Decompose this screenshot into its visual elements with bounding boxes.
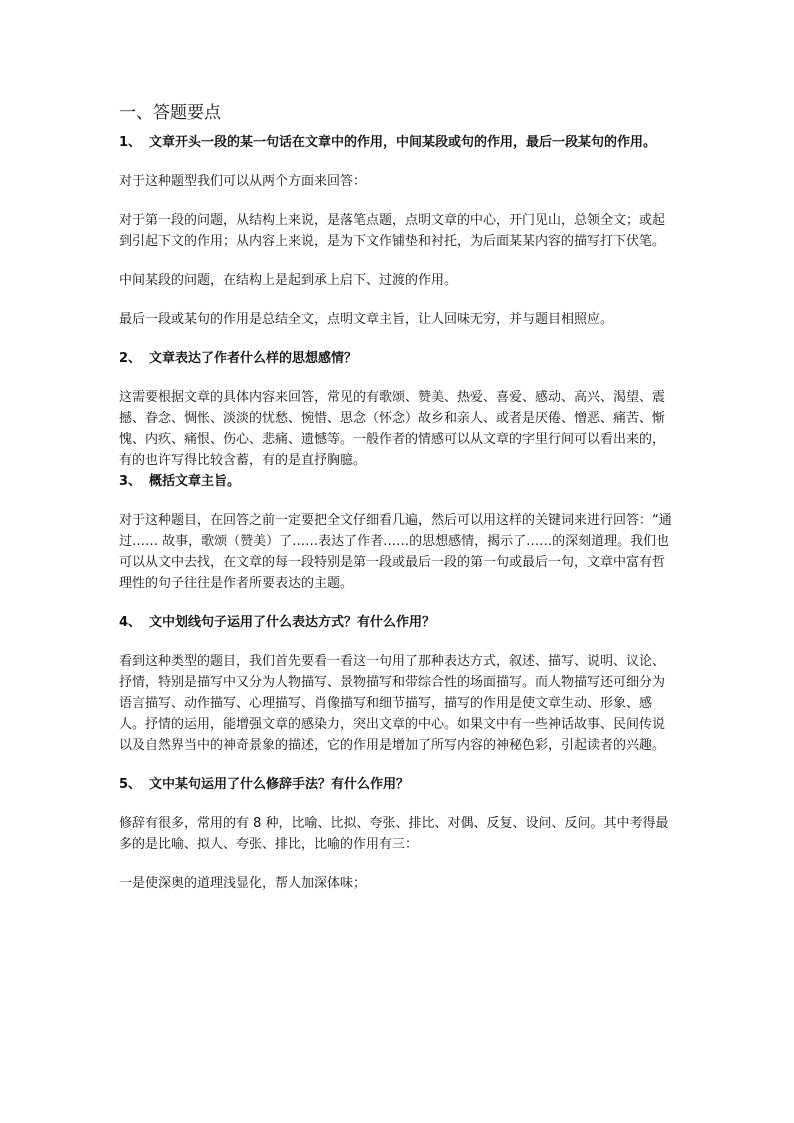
question-number: 4、: [119, 615, 142, 630]
question-5-heading: [119, 774, 677, 795]
paragraph: 对于这种题型我们可以从两个方面来回答：: [119, 174, 367, 189]
paragraph: 对于第一段的问题，从结构上来说，是落笔点题，点明文章的中心，开门见山，总领全文；或起到引起下文的作用；从内容上来说，是为下文作铺垫和衬托，为后面某某内容的描写打下伏笔。: [119, 213, 666, 249]
paragraph: 这需要根据文章的具体内容来回答，常见的有歌颂、赞美、热爱、喜爱、感动、高兴、渴望、震撼、眷念、惆怅、淡淡的忧愁、惋惜、思念（怀念）故乡和亲人、或者是厌倦、憎恶、痛苦、惭愧、内疚、痛恨、伤心、悲痛、遗憾等。一般作者的情感可以从文章的字里行间可以看出来的，有的也许写得比较含蓄，有的是直抒胸臆。: [119, 390, 666, 468]
question-number: 5、: [119, 777, 142, 792]
question-number: 3、: [119, 474, 142, 489]
paragraph: 最后一段或某句的作用是总结全文，点明文章主旨，让人回味无穷，并与题目相照应。: [119, 312, 614, 327]
paragraph: 一是使深奥的道理浅显化，帮人加深体味；: [119, 876, 367, 891]
question-number: 2、: [119, 351, 142, 366]
question-3-heading: [119, 471, 677, 492]
question-text: 文章表达了作者什么样的思想感情？: [149, 351, 358, 366]
paragraph: 修辞有很多，常用的有 8 种，比喻、比拟、夸张、排比、对偶、反复、设问、反问。其中考得最多的是比喻、拟人、夸张、排比，比喻的作用有三：: [119, 816, 669, 852]
question-2-heading: [119, 348, 677, 369]
question-text: 文章开头一段的某一句话在文章中的作用，中间某段或句的作用，最后一段某句的作用。: [149, 135, 657, 150]
question-4-heading: [119, 612, 677, 633]
section-title: 一、答题要点: [119, 103, 221, 123]
question-text: 文中划线句子运用了什么表达方式？有什么作用？: [149, 615, 436, 630]
document-body: [119, 100, 677, 894]
question-number: 1、: [119, 135, 142, 150]
paragraph: 看到这种类型的题目，我们首先要看一看这一句用了那种表达方式，叙述、描写、说明、议论、抒情，特别是描写中又分为人物描写、景物描写和带综合性的场面描写。而人物描写还可细分为语言描写、动作描写、心理描写、肖像描写和细节描写，描写的作用是使文章生动、形象、感人。抒情的运用，能增强文章的感染力，突出文章的中心。如果文中有一些神话故事、民间传说以及自然界当中的神奇景象的描述，它的作用是增加了所写内容的神秘色彩，引起读者的兴趣。: [119, 654, 666, 753]
paragraph: 中间某段的问题，在结构上是起到承上启下、过渡的作用。: [119, 273, 458, 288]
question-text: 文中某句运用了什么修辞手法？有什么作用？: [149, 777, 410, 792]
question-1-heading: [119, 132, 677, 153]
paragraph: 对于这种题目，在回答之前一定要把全文仔细看几遍，然后可以用这样的关键词来进行回答：“通过…… 故事，歌颂（赞美）了……表达了作者……的思想感情，揭示了……的深刻道理。我们也可以从文中去找，在文章的每一段特别是第一段或最后一段的第一句或最后一句，文章中富有哲理性的句子往往是作者所要表达的主题。: [119, 513, 672, 591]
question-text: 概括文章主旨。: [149, 474, 241, 489]
